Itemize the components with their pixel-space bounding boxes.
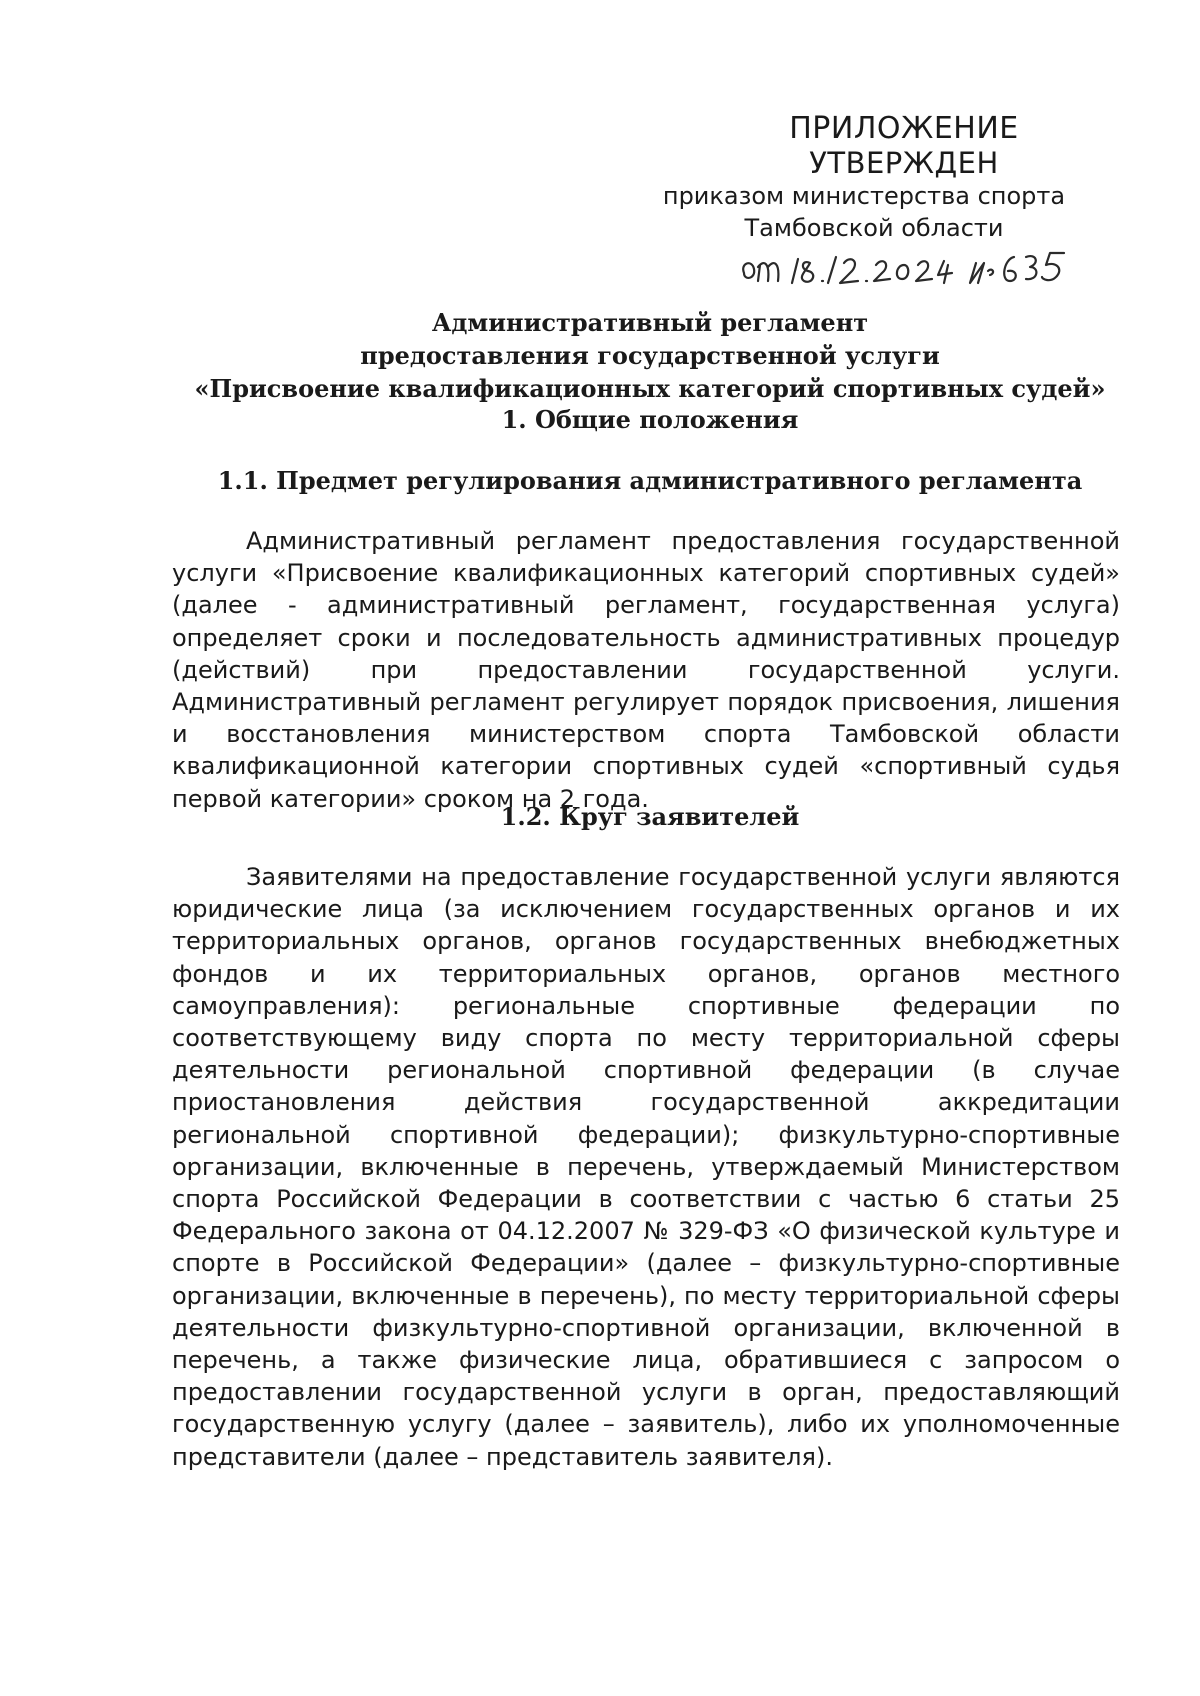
appendix-label: ПРИЛОЖЕНИЕ — [789, 111, 1019, 146]
approval-stamp-block — [594, 112, 1094, 244]
subsection-1-1-heading: 1.1. Предмет регулирования административного регламента — [217, 466, 1083, 495]
subsection-1-2-text: Заявителями на предоставление государственной услуги являются юридические лица (за исключением государственных органов и их территориальных органов, органов государственных внебюджетных фондов и их территориальных органов, органов местного самоуправления): региональные спортивные федерации по соответствующему виду спорта по месту территориальной сферы деятельности региональной спортивной федерации (в случае приостановления действия государственной аккредитации региональной спортивной федерации); физкультурно-спортивные организации, включенные в перечень, утверждаемый Министерством спорта Российской Федерации в соответствии с частью 6 статьи 25 Федерального закона от 04.12.2007 № 329-ФЗ «О физической культуре и спорте в Российской Федерации» (далее – физкультурно-спортивные организации, включенные в перечень), по месту территориальной сферы деятельности физкультурно-спортивной организации, включенной в перечень, а также физические лица, обратившиеся с запросом о предоставлении государственной услуги в орган, предоставляющий государственную услугу (далее – заявитель), либо их уполномоченные представители (далее – представитель заявителя). — [172, 863, 1120, 1471]
title-line-3: «Присвоение квалификационных категорий спортивных судей» — [194, 374, 1106, 403]
document-title — [170, 306, 1130, 405]
handwritten-date-number — [740, 243, 1070, 295]
approved-by-region: Тамбовской области — [744, 214, 1004, 242]
subsection-1-2-heading: 1.2. Круг заявителей — [500, 802, 800, 831]
approved-label: УТВЕРЖДЕН — [809, 146, 999, 180]
title-line-1: Административный регламент — [431, 308, 869, 337]
section-1-heading: 1. Общие положения — [501, 405, 799, 434]
title-line-2: предоставления государственной услуги — [360, 341, 940, 370]
subsection-1-1-text: Административный регламент предоставления государственной услуги «Присвоение квалификационных категорий спортивных судей» (далее - административный регламент, государственная услуга) определяет сроки и последовательность административных процедур (действий) при предоставлении государственной услуги. Административный регламент регулирует порядок присвоения, лишения и восстановления министерством спорта Тамбовской области квалификационной категории спортивных судей «спортивный судья первой категории» сроком на 2 года. — [172, 527, 1120, 813]
approved-by-order: приказом министерства спорта — [662, 182, 1066, 210]
